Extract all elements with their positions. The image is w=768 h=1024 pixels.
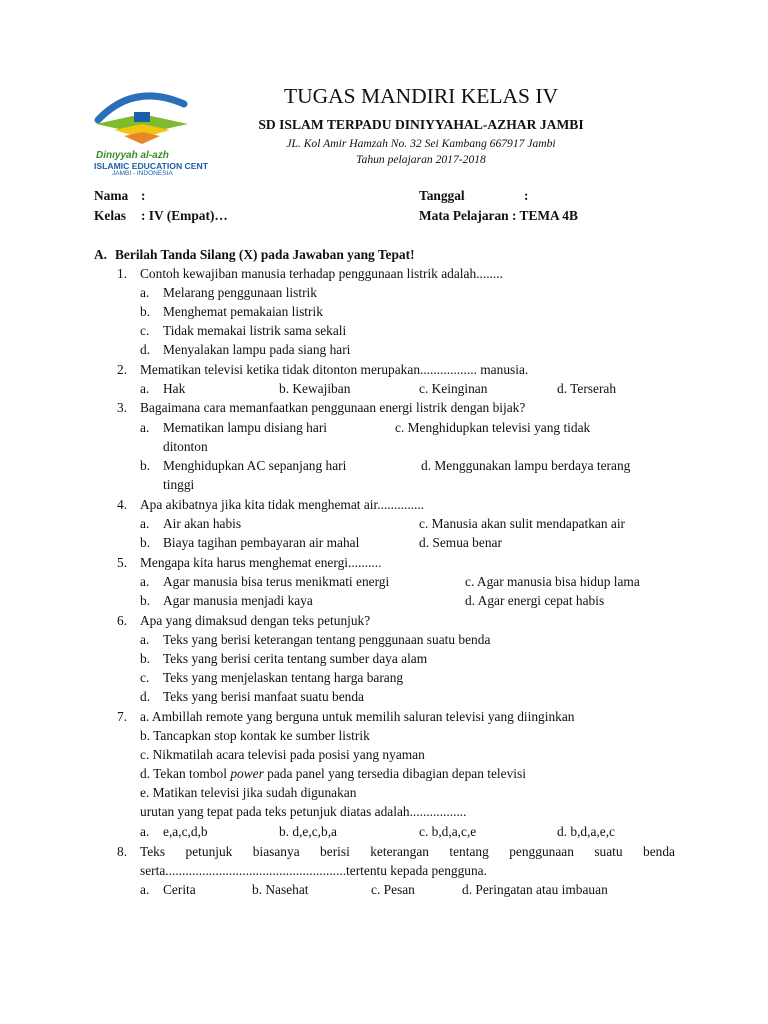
q7-step-b: b. Tancapkan stop kontak ke sumber listrik <box>140 728 370 743</box>
q5-b-letter: b. <box>140 593 151 608</box>
q3-number: 3. <box>117 400 128 415</box>
q6-b-letter: b. <box>140 651 151 666</box>
q1-d-letter: d. <box>140 342 151 357</box>
school-name: SD ISLAM TERPADU DINIYYAHAL-AZHAR JAMBI <box>258 117 584 132</box>
school-address: JL. Kol Amir Hamzah No. 32 Sei Kambang 667917 Jambi <box>286 137 556 150</box>
q6-text: Apa yang dimaksud dengan teks petunjuk? <box>140 613 371 628</box>
q7-option-c: c. b,d,a,c,e <box>419 824 477 839</box>
q4-a-letter: a. <box>140 516 150 531</box>
kelas-label: Kelas <box>94 208 126 223</box>
tanggal-colon: : <box>524 188 529 203</box>
q4-option-c: c. Manusia akan sulit mendapatkan air <box>419 516 625 531</box>
nama-colon: : <box>141 188 146 203</box>
q4-option-b: Biaya tagihan pembayaran air mahal <box>163 535 360 550</box>
q7-step-c: c. Nikmatilah acara televisi pada posisi yang nyaman <box>140 747 425 762</box>
q1-option-a: Melarang penggunaan listrik <box>163 285 317 300</box>
q6-option-c: Teks yang menjelaskan tentang harga barang <box>163 670 404 685</box>
q2-option-b: b. Kewajiban <box>279 381 351 396</box>
section-heading: Berilah Tanda Silang (X) pada Jawaban yang Tepat! <box>115 247 415 262</box>
q8-text-line2: serta......................................................tertentu kepada pengguna. <box>140 863 487 878</box>
q8-a-letter: a. <box>140 882 150 897</box>
q6-option-b: Teks yang berisi cerita tentang sumber daya alam <box>163 651 428 666</box>
q7-option-d: d. b,d,a,e,c <box>557 824 616 839</box>
q5-option-b: Agar manusia menjadi kaya <box>163 593 313 608</box>
q1-number: 1. <box>117 266 128 281</box>
tanggal-label: Tanggal <box>419 188 465 203</box>
q8-text-line1: Teks petunjuk biasanya berisi keterangan tentang penggunaan suatu benda <box>140 844 675 859</box>
q1-b-letter: b. <box>140 304 151 319</box>
q8-number: 8. <box>117 844 128 859</box>
q4-number: 4. <box>117 497 128 512</box>
kelas-value: : IV (Empat)… <box>141 208 228 223</box>
q6-option-a: Teks yang berisi keterangan tentang penggunaan suatu benda <box>163 632 491 647</box>
q6-number: 6. <box>117 613 128 628</box>
q7-step-e: e. Matikan televisi jika sudah digunakan <box>140 785 357 800</box>
q3-option-d-line1: d. Menggunakan lampu berdaya terang <box>421 458 631 473</box>
q5-option-a: Agar manusia bisa terus menikmati energi <box>163 574 390 589</box>
q7-step-d-pre: d. Tekan tombol <box>140 766 231 781</box>
q1-option-c: Tidak memakai listrik sama sekali <box>163 323 347 338</box>
q7-step-d <box>140 766 526 782</box>
q7-option-b: b. d,e,c,b,a <box>279 824 338 839</box>
q7-option-a: e,a,c,d,b <box>163 824 208 839</box>
q5-option-c: c. Agar manusia bisa hidup lama <box>465 574 640 589</box>
q2-text: Mematikan televisi ketika tidak ditonton merupakan................. manusia. <box>140 362 529 377</box>
logo-text-line3: JAMBI - INDONESIA <box>112 170 173 177</box>
q3-option-b: Menghidupkan AC sepanjang hari <box>163 458 347 473</box>
logo-text-line1: Dinıyyah al-azh <box>96 150 169 161</box>
q7-prompt: urutan yang tepat pada teks petunjuk diatas adalah................. <box>140 804 467 819</box>
q8-option-b: b. Nasehat <box>252 882 309 897</box>
q1-option-b: Menghemat pemakaian listrik <box>163 304 323 319</box>
q1-option-d: Menyalakan lampu pada siang hari <box>163 342 351 357</box>
q3-option-d-line2: tinggi <box>163 477 195 492</box>
q7-step-a: a. Ambillah remote yang berguna untuk memilih saluran televisi yang diinginkan <box>140 709 575 724</box>
mata-pelajaran: Mata Pelajaran : TEMA 4B <box>419 208 578 223</box>
q5-text: Mengapa kita harus menghemat energi.......... <box>140 555 382 570</box>
logo-text-line2: ISLAMIC EDUCATION CENT <box>94 161 208 171</box>
q3-a-letter: a. <box>140 420 150 435</box>
q3-text: Bagaimana cara memanfaatkan penggunaan energi listrik dengan bijak? <box>140 400 526 415</box>
q6-d-letter: d. <box>140 689 151 704</box>
q7-step-d-power: power <box>230 766 264 781</box>
q3-option-c-line1: c. Menghidupkan televisi yang tidak <box>395 420 591 435</box>
q4-b-letter: b. <box>140 535 151 550</box>
q3-option-c-line2: ditonton <box>163 439 208 454</box>
q7-a-letter: a. <box>140 824 150 839</box>
q7-step-d-post: pada panel yang tersedia dibagian depan televisi <box>263 766 526 781</box>
q6-option-d: Teks yang berisi manfaat suatu benda <box>163 689 364 704</box>
q1-c-letter: c. <box>140 323 150 338</box>
school-year: Tahun pelajaran 2017-2018 <box>356 153 486 166</box>
q4-text: Apa akibatnya jika kita tidak menghemat air.............. <box>140 497 425 512</box>
page-title: TUGAS MANDIRI KELAS IV <box>283 84 559 108</box>
q5-option-d: d. Agar energi cepat habis <box>465 593 605 608</box>
q6-a-letter: a. <box>140 632 150 647</box>
q2-number: 2. <box>117 362 128 377</box>
q6-c-letter: c. <box>140 670 150 685</box>
q3-option-a: Mematikan lampu disiang hari <box>163 420 327 435</box>
q2-a-letter: a. <box>140 381 150 396</box>
q8-option-a: Cerita <box>163 882 196 897</box>
q5-number: 5. <box>117 555 128 570</box>
q1-a-letter: a. <box>140 285 150 300</box>
q5-a-letter: a. <box>140 574 150 589</box>
q8-option-d: d. Peringatan atau imbauan <box>462 882 608 897</box>
q1-text: Contoh kewajiban manusia terhadap penggunaan listrik adalah........ <box>140 266 503 281</box>
q2-option-a: Hak <box>163 381 186 396</box>
q2-option-c: c. Keinginan <box>419 381 488 396</box>
q7-number: 7. <box>117 709 128 724</box>
q8-option-c: c. Pesan <box>371 882 415 897</box>
nama-label: Nama <box>94 188 129 203</box>
section-letter: A. <box>94 247 108 262</box>
q4-option-a: Air akan habis <box>163 516 242 531</box>
q3-b-letter: b. <box>140 458 151 473</box>
q2-option-d: d. Terserah <box>557 381 617 396</box>
q4-option-d: d. Semua benar <box>419 535 502 550</box>
